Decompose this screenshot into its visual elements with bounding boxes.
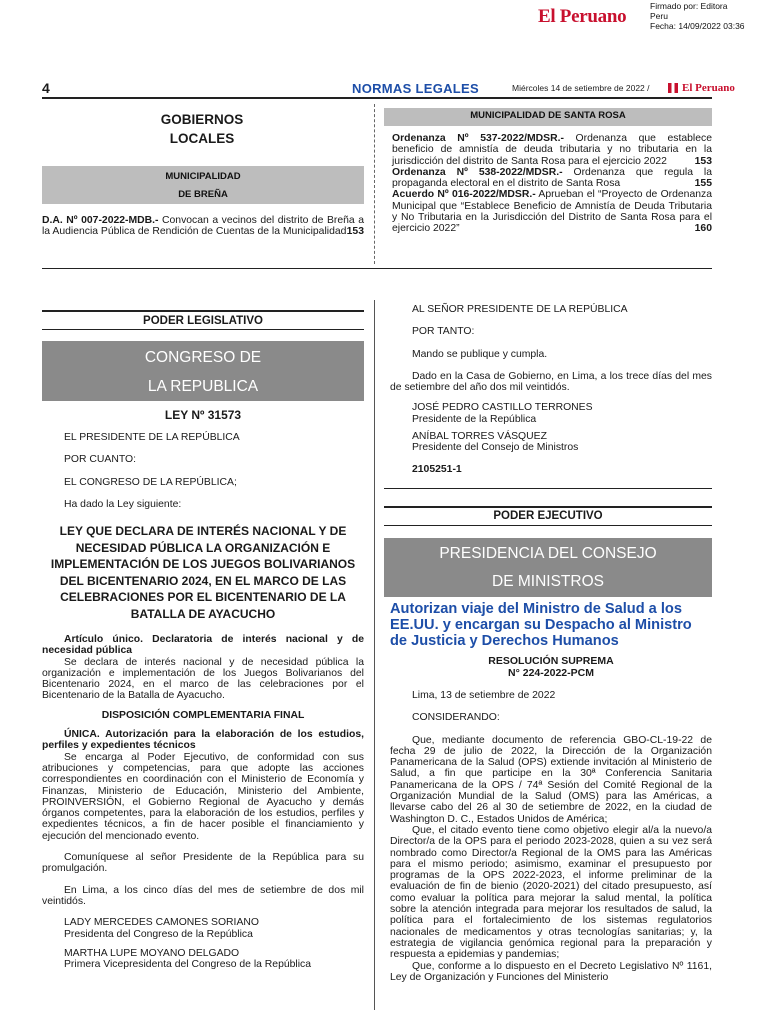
resolution-title (390, 656, 712, 679)
law-preamble (42, 432, 364, 510)
summary-item-code: Ordenanza Nº 538-2022/MDSR.- (392, 166, 563, 178)
promulgation-line: AL SEÑOR PRESIDENTE DE LA REPÚBLICA (412, 304, 628, 315)
disposition-heading: DISPOSICIÓN COMPLEMENTARIA FINAL (101, 709, 305, 721)
summary-item-page: 153 (694, 155, 712, 167)
summary-divider (374, 104, 375, 264)
resolution-date: Lima, 13 de setiembre de 2022 (412, 690, 556, 701)
muni-brena-box (42, 166, 364, 204)
summary-item-code: Ordenanza Nº 537-2022/MDSR.- (392, 133, 564, 144)
promulgation-line: Dado en la Casa de Gobierno, en Lima, a los trece días del mes de setiembre del año dos mil veintidós. (390, 370, 712, 394)
article-heading: Artículo único. Declaratoria de interés nacional y de necesidad pública (42, 634, 364, 657)
entity-line-2: LA REPUBLICA (147, 378, 259, 395)
summary-item-537[interactable] (392, 133, 712, 167)
resolution-headline: Autorizan viaje del Ministro de Salud a los EE.UU. y encargan su Despacho al Ministro de Justicia y Derechos Humanos (390, 601, 692, 649)
digital-signature-stamp (538, 0, 768, 31)
law-promulgation (390, 304, 712, 475)
summary-item-538[interactable] (392, 167, 712, 190)
header-brand: El Peruano (682, 82, 735, 94)
resolution-body (390, 690, 712, 983)
closing-paragraph: Comuníquese al señor Presidente de la República para su promulgación. (42, 852, 364, 875)
el-peruano-logo: El Peruano (538, 6, 627, 27)
summary-item-code: D.A. Nº 007-2022-MDB.- (42, 215, 159, 226)
summary-item-text: Ordenanza que regula la propaganda electoral en el distrito de Santa Rosa (392, 166, 713, 190)
considerando-paragraph: Que, el citado evento tiene como objetivo elegir al/a la nuevo/a Director/a de la OPS para el periodo 2023-2028, quien a su vez será nombrado como Director/a Regional de la OMS para las Américas para el mismo periodo; asimismo, examinar el presupuesto por programas de la OPS 2022-2023, el informe preliminar de la evaluación de fin de bienio (2020-2021) del citado presupuesto, así como evaluar la política para mejorar la salud mental, la política sobre la atención integrada para mejorar los resultados de salud, la política para el fortalecimiento de los sistemas regulatorios nacionales de medicamentos y otras tecnologías sanitarias; y, la estrategia de vigilancia genómica regional para la preparación y respuesta a epidemias y pandemias; (390, 824, 712, 961)
entity-line-1: PRESIDENCIA DEL CONSEJO (439, 545, 657, 562)
summary-item-text: Aprueban el “Proyecto de Ordenanza Municipal que “Establece Beneficio de Amnistía de Deuda Tributaria y No Tributaria en la Jurisdicción del Distrito de Santa Rosa para el ejercicio 2022” (392, 189, 712, 235)
section-rule-bottom (384, 525, 712, 526)
summary-heading-line-2: LOCALES (169, 131, 235, 146)
summary-item-016[interactable] (392, 189, 712, 234)
summary-bottom-rule (42, 268, 712, 269)
unica-text: Se encarga al Poder Ejecutivo, de conformidad con sus atribuciones y competencias, para que adopte las acciones correspondientes en coordinación con el Ministerio de Economía y Finanzas, Ministerio de Educación, Ministerio del Ambiente, PROINVERSIÓN, el Gobierno Regional de Ayacucho y demás órganos competentes, para la elaboración de los estudios, perfiles y expedientes técnicos, a fin de hacer posible el financiamiento y ejecución del mencionado evento. (42, 751, 364, 842)
signatory-role: Primera Vicepresidenta del Congreso de la República (64, 959, 312, 971)
summary-heading-line-1: GOBIERNOS (160, 112, 244, 127)
section-rule-bottom (42, 329, 364, 330)
signatory-role: Presidente del Consejo de Ministros (412, 442, 579, 454)
considerando-paragraph: Que, conforme a lo dispuesto en el Decreto Legislativo Nº 1161, Ley de Organización y Funciones del Ministerio (390, 960, 712, 983)
closing-paragraph: En Lima, a los cinco días del mes de setiembre de dos mil veintidós. (42, 884, 364, 907)
summary-item-page: 153 (346, 226, 364, 238)
unica-heading: ÚNICA. Autorización para la elaboración de los estudios, perfiles y expedientes técnicos (42, 729, 364, 752)
entity-pcm (384, 538, 712, 597)
header-title: NORMAS LEGALES (352, 81, 479, 96)
resolution-type: RESOLUCIÓN SUPREMA (488, 655, 614, 667)
summary-item-page: 160 (694, 223, 712, 235)
signatory-name: JOSÉ PEDRO CASTILLO TERRONES (412, 402, 593, 414)
section-rule-top (384, 506, 712, 508)
section-poder-legislativo (42, 312, 364, 326)
muni-santa-rosa-box: MUNICIPALIDAD DE SANTA ROSA (384, 108, 712, 126)
item-separator (384, 488, 712, 489)
entity-line-2: DE MINISTROS (492, 573, 604, 590)
section-rule-top (42, 310, 364, 312)
law-title: LEY QUE DECLARA DE INTERÉS NACIONAL Y DE NECESIDAD PÚBLICA LA ORGANIZACIÓN E IMPLEMENTACIÓN DE LOS JUEGOS BOLIVARIANOS DEL BICENTENARIO 2024, EN EL MARCO DE LAS CELEBRACIONES POR EL BICENTENARIO DE LA BATALLA DE AYACUCHO (50, 524, 356, 621)
summary-list-santa-rosa (392, 133, 712, 235)
considerando-label: CONSIDERANDO: (412, 712, 500, 724)
muni-brena-line-1: MUNICIPALIDAD (165, 171, 241, 182)
promulgation-line: Mando se publique y cumpla. (412, 348, 548, 360)
header-date: Miércoles 14 de setiembre de 2022 / (512, 83, 650, 93)
header-rule (42, 97, 712, 99)
signatory-name: ANÍBAL TORRES VÁSQUEZ (412, 431, 547, 443)
summary-item-text: Ordenanza que establece beneficio de amnistía de deuda tributaria y no tributaria en la jurisdicción del distrito de Santa Rosa para el ejercicio 2022 (392, 133, 712, 167)
preamble-line: Ha dado la Ley siguiente: (64, 498, 182, 510)
summary-item-brena[interactable] (42, 215, 364, 238)
signature-text: Firmado por: Editora Peru Fecha: 14/09/2022 03:36 (650, 1, 745, 31)
preamble-line: EL CONGRESO DE LA REPÚBLICA; (64, 476, 237, 488)
entity-congreso (42, 341, 364, 401)
entity-line-1: CONGRESO DE (144, 349, 262, 366)
preamble-line: POR CUANTO: (64, 454, 136, 466)
column-divider (374, 300, 375, 1010)
flag-icon (668, 83, 678, 93)
page-number: 4 (42, 80, 50, 96)
page-header (42, 80, 735, 98)
law-number: LEY Nº 31573 (164, 408, 242, 422)
summary-item-page: 155 (694, 178, 712, 190)
summary-heading (42, 110, 362, 148)
muni-brena-line-2: DE BREÑA (178, 189, 228, 200)
signatory-name: MARTHA LUPE MOYANO DELGADO (64, 947, 240, 959)
article-text: Se declara de interés nacional y de necesidad pública la organización e implementación de los Juegos Bolivarianos del Bicentenario 2024, en el marco de las celebraciones por el Bicentenario de la Batalla de Ayacucho. (42, 656, 364, 702)
resolution-number: N° 224-2022-PCM (508, 666, 594, 679)
considerando-paragraph: Que, mediante documento de referencia GBO-CL-19-22 de fecha 29 de julio de 2022, la Dirección de la Organización Panamericana de la Salud (OPS) extiende invitación al Ministerio de Salud, a fin que participe en la 30ª Conferencia Sanitaria Panamericana de la OPS / 74ª Sesión del Comité Regional de la Organización Mundial de la Salud (OMS) para las Américas, a llevarse cabo del 26 al 30 de setiembre de 2022, en la ciudad de Washington D. C., Estados Unidos de América; (390, 734, 712, 825)
preamble-line: EL PRESIDENTE DE LA REPÚBLICA (64, 432, 240, 443)
law-body (42, 634, 364, 970)
section-poder-ejecutivo (384, 508, 712, 522)
publication-code: 2105251-1 (412, 463, 462, 475)
signatory-role: Presidenta del Congreso de la República (64, 928, 253, 940)
summary-item-code: Acuerdo Nº 016-2022/MDSR.- (392, 189, 536, 201)
summary-item-text: Convocan a vecinos del distrito de Breña a la Audiencia Pública de Rendición de Cuentas de la Municipalidad (42, 215, 364, 238)
section-label: PODER LEGISLATIVO (143, 315, 263, 327)
signatory-name: LADY MERCEDES CAMONES SORIANO (64, 917, 259, 929)
signatory-role: Presidente de la República (412, 413, 537, 425)
promulgation-line: POR TANTO: (412, 326, 475, 338)
section-label: PODER EJECUTIVO (493, 510, 603, 522)
